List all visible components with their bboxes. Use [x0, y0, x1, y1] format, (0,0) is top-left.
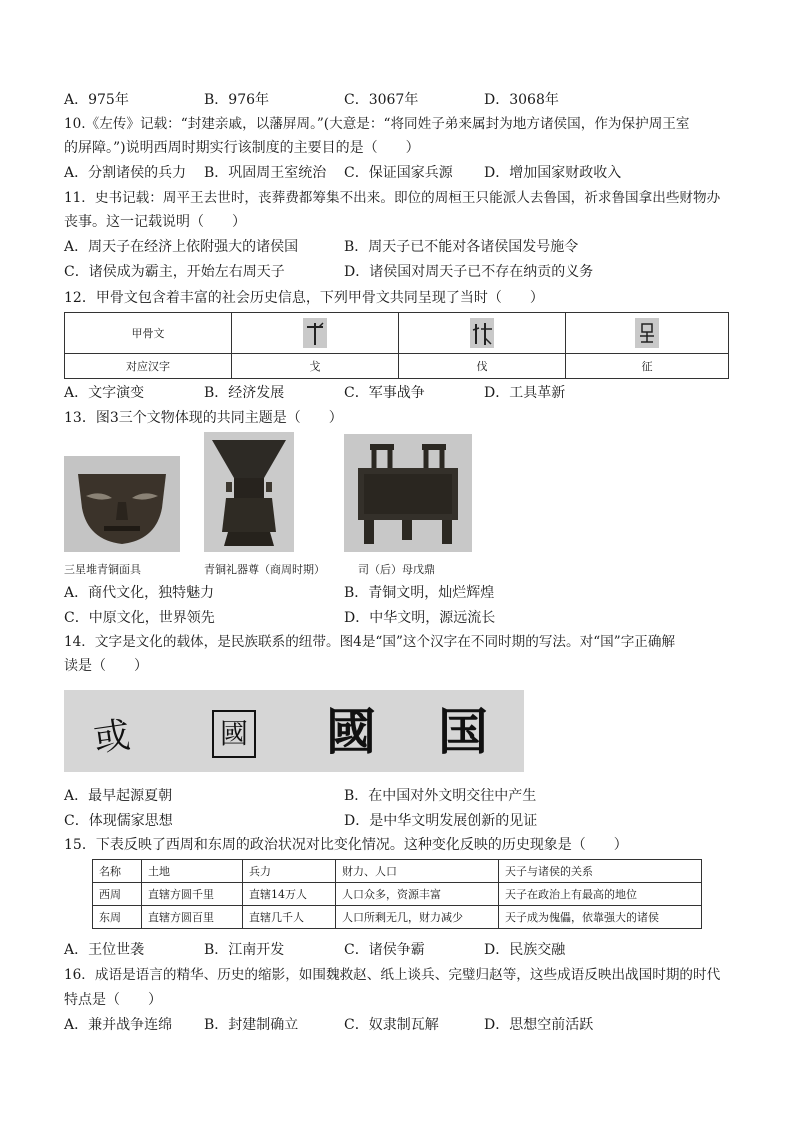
- cell-finance: 人口众多，资源丰富: [336, 883, 499, 906]
- guo-simplified-form: 国: [438, 702, 488, 761]
- q9-option-a[interactable]: A．975年: [64, 92, 129, 108]
- q15-option-b[interactable]: B．江南开发: [204, 942, 285, 958]
- guo-character-evolution-figure: [64, 690, 524, 772]
- caption-sanxingdui-mask: 三星堆青铜面具: [64, 563, 141, 576]
- q13-option-a[interactable]: A．商代文化，独特魅力: [64, 585, 215, 601]
- header-relation: 天子与诸侯的关系: [499, 860, 702, 883]
- caption-bronze-zun: 青铜礼器尊（商周时期）: [204, 563, 325, 576]
- oracle-glyph-zheng: [566, 313, 729, 354]
- q12-option-b[interactable]: B．经济发展: [204, 385, 285, 401]
- q15-option-d[interactable]: D．民族交融: [484, 942, 566, 958]
- q9-option-b[interactable]: B．976年: [204, 92, 270, 108]
- zhou-comparison-table: [92, 859, 702, 929]
- q12-option-c[interactable]: C．军事战争: [344, 385, 425, 401]
- header-land: 土地: [142, 860, 243, 883]
- q16-option-a[interactable]: A．兼并战争连绵: [64, 1017, 173, 1033]
- q14-stem-line1: 14．文字是文化的载体，是民族联系的纽带。图4是“国”这个汉字在不同时期的写法。对“国”字正确解: [64, 634, 676, 650]
- q13-option-d[interactable]: D．中华文明，源远流长: [344, 610, 496, 626]
- q9-option-c[interactable]: C．3067年: [344, 92, 419, 108]
- oracle-glyph-fa: [399, 313, 566, 354]
- q15-option-a[interactable]: A．王位世袭: [64, 942, 145, 958]
- guo-traditional-form: 國: [326, 702, 376, 761]
- cell-military: 直辖几千人: [243, 906, 336, 929]
- cell-relation: 天子成为傀儡，依靠强大的诸侯: [499, 906, 702, 929]
- q15-option-c[interactable]: C．诸侯争霸: [344, 942, 425, 958]
- char-ge: 戈: [232, 354, 399, 379]
- sanxingdui-mask-photo: [64, 456, 180, 552]
- guo-seal-form: 國: [212, 710, 256, 758]
- cell-military: 直辖14万人: [243, 883, 336, 906]
- q11-stem-line1: 11．史书记载：周平王去世时，丧葬费都筹集不出来。即位的周桓王只能派人去鲁国，祈求鲁国拿出些财物办: [64, 190, 721, 206]
- q16-option-d[interactable]: D．思想空前活跃: [484, 1017, 594, 1033]
- q15-stem: 15．下表反映了西周和东周的政治状况对比变化情况。这种变化反映的历史现象是（ ）: [64, 837, 628, 853]
- corresponding-char-label: 对应汉字: [65, 354, 232, 379]
- q16-option-c[interactable]: C．奴隶制瓦解: [344, 1017, 439, 1033]
- q10-option-a[interactable]: A．分割诸侯的兵力: [64, 165, 187, 181]
- q10-stem-line1: 10.《左传》记载：“封建亲戚，以藩屏周。”(大意是：“将同姓子弟来属封为地方诸侯国，作为保护周王室: [64, 116, 690, 132]
- q14-option-d[interactable]: D．是中华文明发展创新的见证: [344, 813, 538, 829]
- q12-stem: 12．甲骨文包含着丰富的社会历史信息，下列甲骨文共同呈现了当时（ ）: [64, 290, 544, 306]
- char-zheng: 征: [566, 354, 729, 379]
- cell-finance: 人口所剩无几，财力减少: [336, 906, 499, 929]
- q12-option-d[interactable]: D．工具革新: [484, 385, 566, 401]
- table-row: [93, 883, 702, 906]
- q11-option-d[interactable]: D．诸侯国对周天子已不存在纳贡的义务: [344, 264, 594, 280]
- simuwu-ding-photo: [344, 434, 472, 552]
- q10-option-d[interactable]: D．增加国家财政收入: [484, 165, 622, 181]
- q16-option-b[interactable]: B．封建制确立: [204, 1017, 299, 1033]
- q13-stem: 13．图3三个文物体现的共同主题是（ ）: [64, 410, 343, 426]
- cell-period: 东周: [93, 906, 142, 929]
- table-row: [93, 906, 702, 929]
- q11-stem-line2: 丧事。这一记载说明（ ）: [64, 214, 246, 230]
- q13-option-b[interactable]: B．青铜文明，灿烂辉煌: [344, 585, 495, 601]
- header-military: 兵力: [243, 860, 336, 883]
- cell-land: 直辖方圆百里: [142, 906, 243, 929]
- q16-stem-line2: 特点是（ ）: [64, 992, 162, 1008]
- q14-stem-line2: 读是（ ）: [64, 658, 148, 674]
- guo-oracle-form: 或: [91, 714, 133, 761]
- q16-stem-line1: 16．成语是语言的精华、历史的缩影，如围魏救赵、纸上谈兵、完璧归赵等，这些成语反映出战国时期的时代: [64, 967, 721, 983]
- cell-relation: 天子在政治上有最高的地位: [499, 883, 702, 906]
- q9-option-d[interactable]: D．3068年: [484, 92, 559, 108]
- q12-option-a[interactable]: A．文字演变: [64, 385, 145, 401]
- q11-option-c[interactable]: C．诸侯成为霸主，开始左右周天子: [64, 264, 285, 280]
- q14-option-c[interactable]: C．体现儒家思想: [64, 813, 173, 829]
- caption-simuwu-ding: 司（后）母戊鼎: [358, 563, 435, 576]
- q11-option-b[interactable]: B．周天子已不能对各诸侯国发号施令: [344, 239, 579, 255]
- oracle-row-label: 甲骨文: [65, 313, 232, 354]
- char-fa: 伐: [399, 354, 566, 379]
- bronze-zun-photo: [204, 432, 294, 552]
- cell-period: 西周: [93, 883, 142, 906]
- header-finance-population: 财力、人口: [336, 860, 499, 883]
- q11-option-a[interactable]: A．周天子在经济上依附强大的诸侯国: [64, 239, 299, 255]
- q13-option-c[interactable]: C．中原文化，世界领先: [64, 610, 215, 626]
- q10-option-b[interactable]: B．巩固周王室统治: [204, 165, 327, 181]
- q10-option-c[interactable]: C．保证国家兵源: [344, 165, 453, 181]
- oracle-bone-table: [64, 312, 729, 379]
- q14-option-b[interactable]: B．在中国对外文明交往中产生: [344, 788, 537, 804]
- q10-stem-line2: 的屏障。”)说明西周时期实行该制度的主要目的是（ ）: [64, 140, 420, 156]
- cell-land: 直辖方圆千里: [142, 883, 243, 906]
- q14-option-a[interactable]: A．最早起源夏朝: [64, 788, 173, 804]
- header-name: 名称: [93, 860, 142, 883]
- oracle-glyph-ge: [232, 313, 399, 354]
